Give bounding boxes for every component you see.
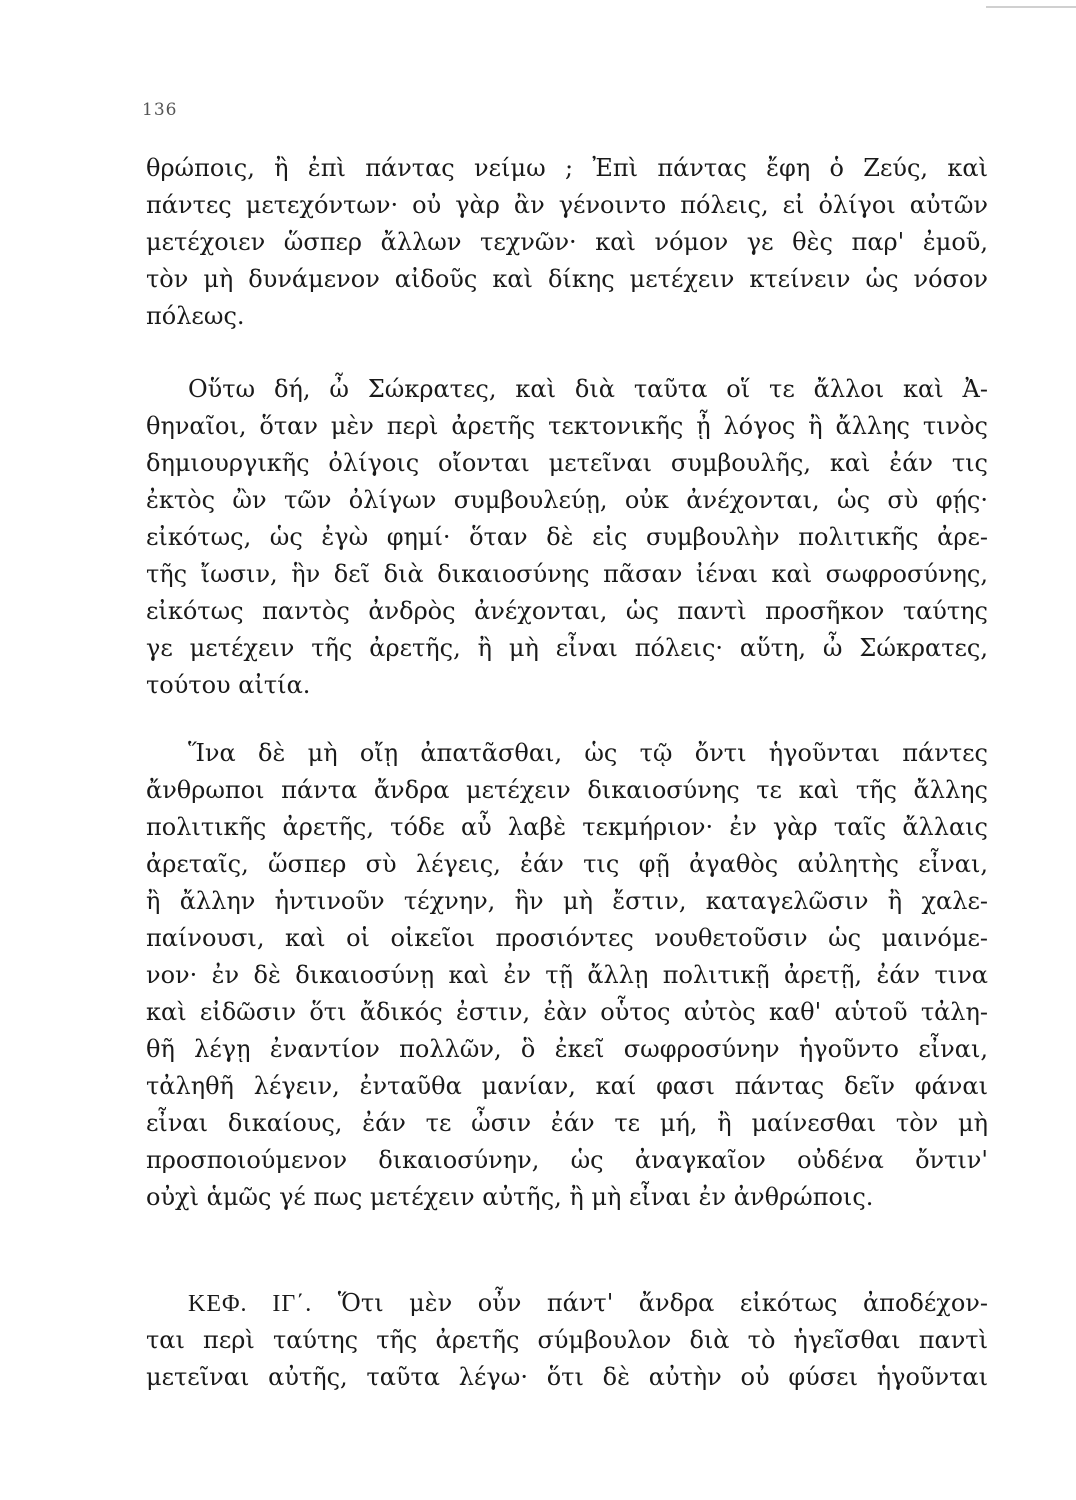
text-line: εἰκότως παντὸς ἀνδρὸς ἀνέχονται, ὡς παντὶ προσῆκον ταύτης <box>146 597 988 625</box>
paragraph-3 <box>146 735 988 1216</box>
text-line: προσποιούμενον δικαιοσύνην, ὡς ἀναγκαῖον οὐδένα ὄντιν' <box>146 1146 988 1174</box>
text-line: Ἵνα δὲ μὴ οἴῃ ἀπατᾶσθαι, ὡς τῷ ὄντι ἡγοῦνται πάντες <box>188 739 988 767</box>
chapter-first-line-text: Ὅτι μὲν οὖν πάντ' ἄνδρα εἰκότως ἀποδέχον- <box>337 1289 988 1317</box>
text-line: τῆς ἴωσιν, ἣν δεῖ διὰ δικαιοσύνης πᾶσαν ἰέναι καὶ σωφροσύνης, <box>146 560 988 588</box>
text-line: τὸν μὴ δυνάμενον αἰδοῦς καὶ δίκης μετέχειν κτείνειν ὡς νόσον <box>146 265 988 293</box>
text-line: ἐκτὸς ὢν τῶν ὀλίγων συμβουλεύῃ, οὐκ ἀνέχονται, ὡς σὺ φῄς· <box>146 486 988 514</box>
text-line: γε μετέχειν τῆς ἀρετῆς, ἢ μὴ εἶναι πόλεις· αὕτη, ὦ Σώκρατες, <box>146 634 988 662</box>
text-line: ἄνθρωποι πάντα ἄνδρα μετέχειν δικαιοσύνης τε καὶ τῆς ἄλλης <box>146 776 988 804</box>
text-line: μετεῖναι αὐτῆς, ταῦτα λέγω· ὅτι δὲ αὐτὴν οὐ φύσει ἡγοῦνται <box>146 1363 988 1391</box>
text-line: Οὕτω δή, ὦ Σώκρατες, καὶ διὰ ταῦτα οἵ τε ἄλλοι καὶ Ἀ- <box>188 375 988 403</box>
text-line: καὶ εἰδῶσιν ὅτι ἄδικός ἐστιν, ἐὰν οὗτος αὐτὸς καθ' αὑτοῦ τἀλη- <box>146 998 988 1026</box>
text-line: τἀληθῆ λέγειν, ἐνταῦθα μανίαν, καί φασι πάντας δεῖν φάναι <box>146 1072 988 1100</box>
chapter-heading: ΚΕΦ. ΙΓ΄. <box>188 1291 313 1317</box>
paragraph-2 <box>146 371 988 704</box>
text-line: οὐχὶ ἁμῶς γέ πως μετέχειν αὐτῆς, ἢ μὴ εἶναι ἐν ἀνθρώποις. <box>146 1183 874 1211</box>
text-line: παίνουσι, καὶ οἱ οἰκεῖοι προσιόντες νουθετοῦσιν ὡς μαινόμε- <box>146 924 988 952</box>
text-line: πάντες μετεχόντων· οὐ γὰρ ἂν γένοιντο πόλεις, εἰ ὀλίγοι αὐτῶν <box>146 191 988 219</box>
text-line: θηναῖοι, ὅταν μὲν περὶ ἀρετῆς τεκτονικῆς ᾖ λόγος ἢ ἄλλης τινὸς <box>146 412 988 440</box>
text-line: ται περὶ ταύτης τῆς ἀρετῆς σύμβουλον διὰ τὸ ἡγεῖσθαι παντὶ <box>146 1326 988 1354</box>
scan-edge-line <box>986 6 1076 8</box>
chapter-section <box>146 1285 988 1396</box>
text-line: πόλεως. <box>146 302 245 330</box>
text-line: θῆ λέγῃ ἐναντίον πολλῶν, ὃ ἐκεῖ σωφροσύνην ἡγοῦντο εἶναι, <box>146 1035 988 1063</box>
text-line: μετέχοιεν ὥσπερ ἄλλων τεχνῶν· καὶ νόμον γε θὲς παρ' ἐμοῦ, <box>146 228 988 256</box>
text-line: τούτου αἰτία. <box>146 671 311 699</box>
text-line: εἶναι δικαίους, ἐάν τε ὦσιν ἐάν τε μή, ἢ μαίνεσθαι τὸν μὴ <box>146 1109 988 1137</box>
chapter-first-line <box>146 1285 988 1322</box>
text-line: ἢ ἄλλην ἡντινοῦν τέχνην, ἣν μὴ ἔστιν, καταγελῶσιν ἢ χαλε- <box>146 887 988 915</box>
text-line: πολιτικῆς ἀρετῆς, τόδε αὖ λαβὲ τεκμήριον· ἐν γὰρ ταῖς ἄλλαις <box>146 813 988 841</box>
text-line: δημιουργικῆς ὀλίγοις οἴονται μετεῖναι συμβουλῆς, καὶ ἐάν τις <box>146 449 988 477</box>
text-line: νον· ἐν δὲ δικαιοσύνῃ καὶ ἐν τῇ ἄλλῃ πολιτικῇ ἀρετῇ, ἐάν τινα <box>146 961 988 989</box>
text-line: εἰκότως, ὡς ἐγὼ φημί· ὅταν δὲ εἰς συμβουλὴν πολιτικῆς ἀρε- <box>146 523 988 551</box>
text-line: θρώποις, ἢ ἐπὶ πάντας νείμω ; Ἐπὶ πάντας ἔφη ὁ Ζεύς, καὶ <box>146 154 988 182</box>
paragraph-1 <box>146 150 988 335</box>
text-line: ἀρεταῖς, ὥσπερ σὺ λέγεις, ἐάν τις φῇ ἀγαθὸς αὐλητὴς εἶναι, <box>146 850 988 878</box>
page-number: 136 <box>142 100 178 120</box>
